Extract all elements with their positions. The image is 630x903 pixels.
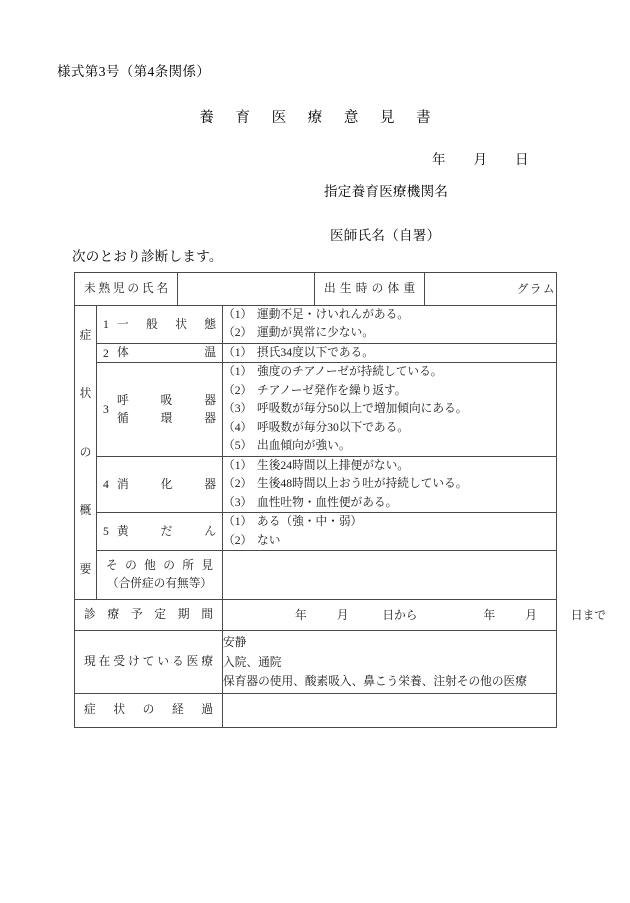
category-4-label-cell xyxy=(97,456,223,512)
birth-weight-label: 出生時の体重 xyxy=(324,281,416,295)
table-row-infant xyxy=(75,273,557,306)
symptom-outline-vertical-label xyxy=(75,307,96,599)
category-5-items-cell xyxy=(223,513,557,551)
vlabel-char-0: 症 xyxy=(79,328,92,342)
table-row-progress xyxy=(75,694,557,728)
list-item xyxy=(223,419,556,437)
list-item xyxy=(223,382,556,400)
symptom-outline-label-cell xyxy=(75,306,97,600)
list-item xyxy=(223,494,556,512)
vlabel-char-1: 状 xyxy=(79,387,92,401)
item-text: 運動が異常に少ない。 xyxy=(257,326,374,340)
item-text: ない xyxy=(257,533,281,547)
item-number: （3） xyxy=(223,495,253,509)
period-from-label: 日から xyxy=(382,609,418,623)
infant-name-label: 未熟児の氏名 xyxy=(84,281,169,295)
vlabel-char-4: 要 xyxy=(79,562,92,576)
period-label: 診療予定期間 xyxy=(84,607,214,621)
table-row-category-3 xyxy=(75,363,557,456)
category-2-items-cell xyxy=(223,343,557,362)
category-4-number: 4 xyxy=(103,478,109,492)
doctor-name-label: 医師氏名（自署） xyxy=(330,228,441,243)
item-text: 摂氏34度以下である。 xyxy=(257,345,374,359)
institution-name-label: 指定養育医療機関名 xyxy=(324,184,449,199)
birth-weight-value-cell[interactable] xyxy=(425,273,557,306)
list-item xyxy=(223,475,556,493)
progress-label: 症状の経過 xyxy=(84,703,214,717)
other-findings-label-cell xyxy=(97,551,223,600)
other-findings-label-line-2: （合併症の有無等） xyxy=(106,577,213,591)
period-value-cell[interactable] xyxy=(223,600,606,631)
birth-weight-unit: グラム xyxy=(516,283,557,296)
current-care-value-cell[interactable] xyxy=(223,631,557,694)
period-date-line xyxy=(223,609,606,622)
item-text: 呼吸数が毎分50以上で増加傾向にある。 xyxy=(257,402,468,416)
item-number: （2） xyxy=(223,383,253,397)
current-care-label: 現在受けている医療 xyxy=(84,654,214,668)
birth-weight-label-cell xyxy=(315,273,425,306)
item-text: チアノーゼ発作を繰り返す。 xyxy=(257,383,407,397)
category-5-name: 黄だん xyxy=(117,525,217,539)
list-item xyxy=(223,344,556,362)
date-month-label: 月 xyxy=(473,152,487,167)
period-month-2: 月 xyxy=(525,609,537,623)
table-row-current-care xyxy=(75,631,557,694)
category-1-label-cell xyxy=(97,306,223,344)
infant-name-value-cell[interactable] xyxy=(178,273,315,306)
other-findings-label-line-1: その他の所見 xyxy=(106,558,214,572)
category-1-name: 一般状態 xyxy=(117,317,217,331)
list-item xyxy=(223,437,556,455)
item-number: （3） xyxy=(223,402,253,416)
item-number: （1） xyxy=(223,365,253,379)
category-4-items-cell xyxy=(223,456,557,512)
period-year-1: 年 xyxy=(295,609,307,623)
item-number: （1） xyxy=(223,515,253,529)
list-item xyxy=(223,363,556,381)
list-item xyxy=(223,532,556,550)
category-3-label-cell xyxy=(97,363,223,456)
category-2-label-cell xyxy=(97,343,223,362)
current-care-label-cell xyxy=(75,631,223,694)
category-5-number: 5 xyxy=(103,525,109,539)
other-findings-value-cell[interactable] xyxy=(223,551,557,600)
list-item xyxy=(223,306,556,324)
category-2-number: 2 xyxy=(103,346,109,360)
category-2-name: 体温 xyxy=(117,346,217,360)
table-row-category-2 xyxy=(75,343,557,362)
category-3-name-line-2: 循環器 xyxy=(117,411,217,425)
table-row-category-4 xyxy=(75,456,557,512)
list-item xyxy=(223,324,556,342)
infant-name-label-cell xyxy=(75,273,178,306)
intro-text: 次のとおり診断します。 xyxy=(72,249,223,264)
category-3-name xyxy=(117,392,216,428)
category-5-label-cell xyxy=(97,513,223,551)
category-4-name: 消化器 xyxy=(117,477,217,491)
item-number: （1） xyxy=(223,345,253,359)
page-title: 養 育 医 療 意 見 書 xyxy=(199,110,440,126)
list-item xyxy=(223,400,556,418)
progress-value-cell[interactable] xyxy=(223,694,557,728)
item-number: （4） xyxy=(223,420,253,434)
category-3-items-cell xyxy=(223,363,557,456)
medical-opinion-table xyxy=(74,272,606,728)
current-care-line-1: 安静 xyxy=(223,636,247,650)
list-item xyxy=(223,457,556,475)
item-number: （1） xyxy=(223,458,253,472)
item-text: 血性吐物・血性便がある。 xyxy=(257,495,398,509)
item-text: 生後24時間以上排便がない。 xyxy=(257,458,409,472)
date-day-label: 日 xyxy=(515,152,529,167)
vlabel-char-2: の xyxy=(79,445,92,459)
form-number: 様式第3号（第4条関係） xyxy=(57,64,211,79)
item-text: ある（強・中・弱） xyxy=(257,515,363,529)
category-3-name-line-1: 呼吸器 xyxy=(117,393,217,407)
current-care-line-3: 保育器の使用、酸素吸入、鼻こう栄養、注射その他の医療 xyxy=(223,674,527,688)
period-to-label: 日まで xyxy=(570,609,606,623)
item-text: 呼吸数が毎分30以下である。 xyxy=(257,420,409,434)
list-item xyxy=(223,513,556,531)
item-text: 出血傾向が強い。 xyxy=(257,439,351,453)
item-number: （2） xyxy=(223,326,253,340)
vlabel-char-3: 概 xyxy=(79,504,92,518)
table-row-period xyxy=(75,600,557,631)
item-number: （2） xyxy=(223,477,253,491)
table-row-category-5 xyxy=(75,513,557,551)
table-row-category-1 xyxy=(75,306,557,344)
item-text: 強度のチアノーゼが持続している。 xyxy=(257,365,443,379)
item-number: （2） xyxy=(223,533,253,547)
date-year-label: 年 xyxy=(432,152,446,167)
period-label-cell xyxy=(75,600,223,631)
progress-label-cell xyxy=(75,694,223,728)
current-care-line-2: 入院、通院 xyxy=(223,655,282,669)
category-3-number: 3 xyxy=(103,403,109,417)
period-month-1: 月 xyxy=(336,609,349,623)
item-text: 生後48時間以上おう吐が持続している。 xyxy=(257,477,468,491)
table-row-other-findings xyxy=(75,551,557,600)
item-number: （5） xyxy=(223,439,253,453)
item-number: （1） xyxy=(223,308,253,321)
item-text: 運動不足・けいれんがある。 xyxy=(257,308,409,321)
category-1-items-cell xyxy=(223,306,557,344)
period-year-2: 年 xyxy=(483,609,496,623)
category-1-number: 1 xyxy=(103,317,109,331)
